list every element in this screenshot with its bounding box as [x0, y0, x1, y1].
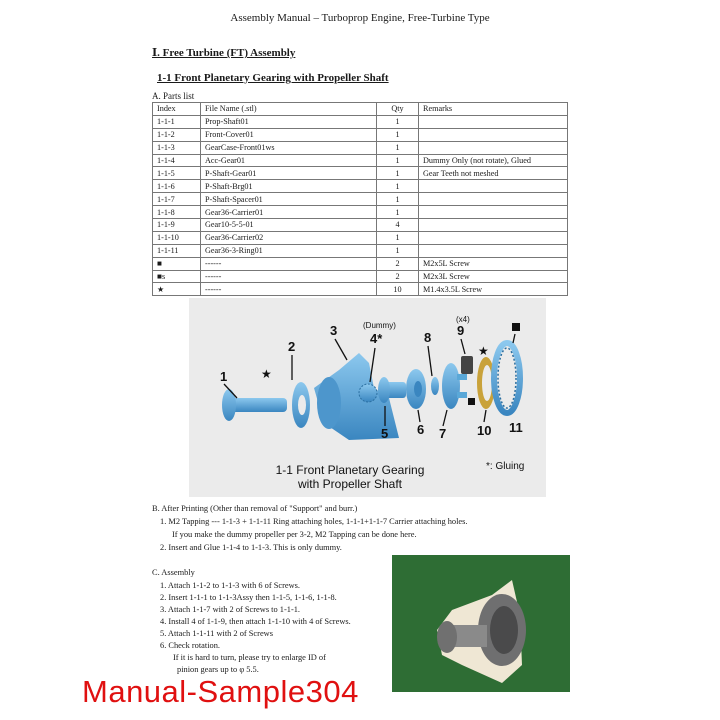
cell-index: 1-1-3 — [153, 141, 201, 154]
part-8-spacer — [431, 377, 439, 395]
diagram-caption-line1: 1-1 Front Planetary Gearing — [275, 463, 425, 477]
cell-file-name: Gear36-Carrier02 — [201, 231, 377, 244]
cell-qty: 1 — [377, 154, 419, 167]
part-5-pshaft-gear — [378, 377, 406, 403]
table-row — [153, 206, 568, 219]
square-icon — [512, 323, 520, 331]
star-icon: ★ — [261, 367, 272, 381]
cell-file-name: Gear10-5-5-01 — [201, 219, 377, 232]
header-file-name: File Name (.stl) — [201, 103, 377, 116]
after-printing-item: 2. Insert and Glue 1-1-4 to 1-1-3. This is only dummy. — [160, 543, 342, 552]
cell-file-name: Acc-Gear01 — [201, 154, 377, 167]
section-heading: Ⅰ. Free Turbine (FT) Assembly — [152, 47, 296, 59]
table-row — [153, 193, 568, 206]
cell-qty: 1 — [377, 206, 419, 219]
cell-remarks: Dummy Only (not rotate), Glued — [419, 154, 568, 167]
cell-index: ★ — [153, 283, 201, 296]
cell-qty: 1 — [377, 231, 419, 244]
cell-index: 1-1-5 — [153, 167, 201, 180]
cell-index: 1-1-11 — [153, 244, 201, 257]
cell-qty: 1 — [377, 115, 419, 128]
cell-remarks: M2x3L Screw — [419, 270, 568, 283]
label-9: 9 — [457, 323, 465, 338]
assembly-step: 4. Install 4 of 1-1-9, then attach 1-1-10 with 4 of Screws. — [160, 617, 351, 626]
cell-qty: 1 — [377, 244, 419, 257]
diagram-caption-line2: with Propeller Shaft — [297, 477, 403, 491]
cell-qty: 1 — [377, 128, 419, 141]
cell-remarks — [419, 128, 568, 141]
cell-index: 1-1-10 — [153, 231, 201, 244]
cell-file-name: Prop-Shaft01 — [201, 115, 377, 128]
assembled-part-photo — [392, 555, 570, 692]
label-7: 7 — [439, 426, 447, 441]
after-printing-heading: B. After Printing (Other than removal of "Support" and burr.) — [152, 504, 358, 513]
assembly-note: If it is hard to turn, please try to enlarge ID of — [173, 653, 326, 662]
label-5: 5 — [381, 426, 389, 441]
cell-index: 1-1-7 — [153, 193, 201, 206]
label-6: 6 — [417, 422, 425, 437]
part-1-prop-shaft — [222, 389, 287, 421]
parts-list-label: A. Parts list — [152, 91, 195, 101]
document-title: Assembly Manual – Turboprop Engine, Free-Turbine Type — [230, 12, 490, 24]
table-row — [153, 128, 568, 141]
gluing-legend: *: Gluing — [486, 461, 525, 472]
cell-remarks — [419, 219, 568, 232]
assembly-note: pinion gears up to φ 5.5. — [177, 665, 259, 674]
label-2: 2 — [288, 339, 296, 354]
cell-qty: 1 — [377, 167, 419, 180]
cell-remarks: M1.4x3.5L Screw — [419, 283, 568, 296]
table-row — [153, 257, 568, 270]
assembly-step: 1. Attach 1-1-2 to 1-1-3 with 6 of Screws. — [160, 581, 301, 590]
dummy-label: (Dummy) — [363, 321, 396, 330]
after-printing-item: 1. M2 Tapping --- 1-1-3 + 1-1-11 Ring attaching holes, 1-1-1+1-1-7 Carrier attaching holes. — [160, 517, 468, 526]
cell-remarks — [419, 206, 568, 219]
x4-label: (x4) — [456, 315, 470, 324]
header-qty: Qty — [377, 103, 419, 116]
table-row — [153, 115, 568, 128]
cell-remarks — [419, 180, 568, 193]
after-printing-item: If you make the dummy propeller per 3-2, M2 Tapping can be done here. — [172, 530, 417, 539]
cell-qty: 4 — [377, 219, 419, 232]
table-row — [153, 231, 568, 244]
cell-index: 1-1-8 — [153, 206, 201, 219]
cell-index: 1-1-2 — [153, 128, 201, 141]
header-index: Index — [153, 103, 201, 116]
cell-index: 1-1-6 — [153, 180, 201, 193]
label-11: 11 — [509, 420, 523, 435]
assembly-heading: C. Assembly — [152, 568, 195, 577]
cell-remarks: M2x5L Screw — [419, 257, 568, 270]
label-3: 3 — [330, 323, 338, 338]
cell-qty: 1 — [377, 180, 419, 193]
table-header-row — [153, 103, 568, 116]
label-10: 10 — [477, 423, 492, 438]
cell-remarks: Gear Teeth not meshed — [419, 167, 568, 180]
cell-index: 1-1-4 — [153, 154, 201, 167]
cell-index: 1-1-9 — [153, 219, 201, 232]
table-row — [153, 219, 568, 232]
cell-file-name: P-Shaft-Brg01 — [201, 180, 377, 193]
cell-file-name: P-Shaft-Gear01 — [201, 167, 377, 180]
assembly-step: 6. Check rotation. — [160, 641, 221, 650]
cell-remarks — [419, 141, 568, 154]
label-8: 8 — [424, 330, 432, 345]
part-11-ring-gear — [494, 343, 520, 413]
table-row — [153, 141, 568, 154]
subsection-heading: 1-1 Front Planetary Gearing with Propeller Shaft — [157, 72, 389, 84]
watermark: Manual-Sample304 — [82, 674, 359, 709]
table-row — [153, 283, 568, 296]
cell-qty: 1 — [377, 141, 419, 154]
assembly-step: 5. Attach 1-1-11 with 2 of Screws — [160, 629, 273, 638]
part-6-pshaft-brg — [406, 369, 426, 409]
parts-table — [152, 102, 568, 296]
cell-file-name: Gear36-Carrier01 — [201, 206, 377, 219]
table-row — [153, 154, 568, 167]
table-row — [153, 244, 568, 257]
square-s-icon — [468, 398, 475, 405]
part-4-acc-gear — [359, 384, 377, 402]
table-row — [153, 180, 568, 193]
part-2-front-cover — [292, 382, 310, 428]
cell-file-name: Gear36-3-Ring01 — [201, 244, 377, 257]
cell-remarks — [419, 244, 568, 257]
assembly-step: 3. Attach 1-1-7 with 2 of Screws to 1-1-1. — [160, 605, 301, 614]
label-4: 4* — [370, 331, 383, 346]
assembly-step: 2. Insert 1-1-1 to 1-1-3Assy then 1-1-5, 1-1-6, 1-1-8. — [160, 593, 337, 602]
cell-remarks — [419, 231, 568, 244]
cell-qty: 2 — [377, 270, 419, 283]
cell-index: ■ — [153, 257, 201, 270]
cell-qty: 2 — [377, 257, 419, 270]
cell-file-name: ------ — [201, 270, 377, 283]
part-9-planet-gears — [461, 356, 473, 374]
exploded-diagram — [189, 298, 546, 497]
cell-index: 1-1-1 — [153, 115, 201, 128]
cell-remarks — [419, 193, 568, 206]
cell-file-name: GearCase-Front01ws — [201, 141, 377, 154]
cell-remarks — [419, 115, 568, 128]
cell-qty: 10 — [377, 283, 419, 296]
star-icon: ★ — [478, 344, 489, 358]
cell-index: ■s — [153, 270, 201, 283]
cell-file-name: P-Shaft-Spacer01 — [201, 193, 377, 206]
table-row — [153, 270, 568, 283]
header-remarks: Remarks — [419, 103, 568, 116]
cell-file-name: Front-Cover01 — [201, 128, 377, 141]
cell-file-name: ------ — [201, 283, 377, 296]
table-row — [153, 167, 568, 180]
cell-qty: 1 — [377, 193, 419, 206]
label-1: 1 — [220, 369, 228, 384]
cell-file-name: ------ — [201, 257, 377, 270]
